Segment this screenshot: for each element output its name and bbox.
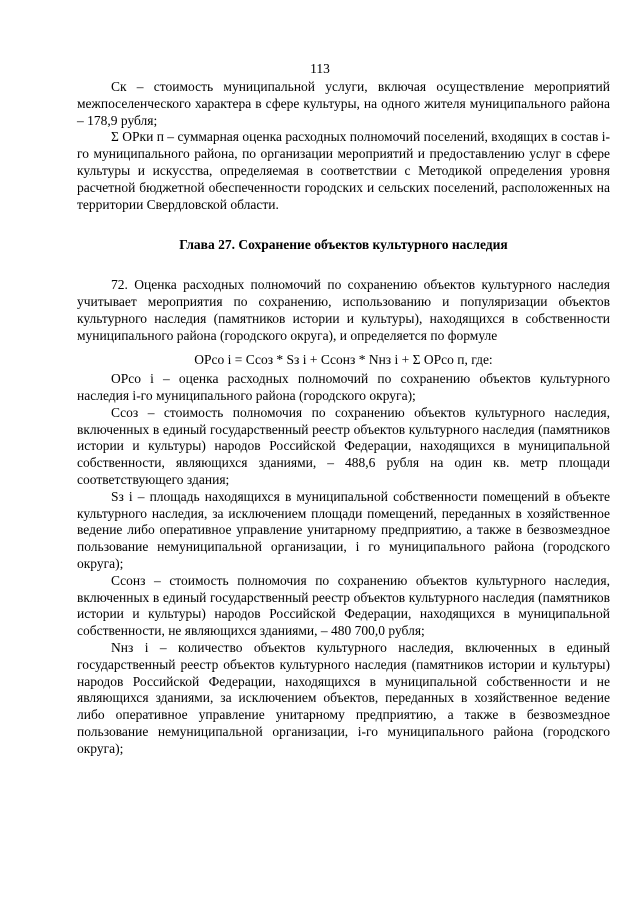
definition-ccoz: Ссоз – стоимость полномочия по сохранению объектов культурного наследия, включенных в единый государственный реестр объектов культурного наследия (памятников истории и культуры) народов Российской Федерации, находящихся в муниципальной собственности, являющихся зданиями, – 488,6 рубля на один кв. метр площади соответствующего здания; (77, 404, 610, 487)
paragraph-72: 72. Оценка расходных полномочий по сохранению объектов культурного наследия учитывает мероприятия по сохранению, использованию и популяризации объектов культурного наследия (памятников истории и культуры), находящихся в собственности муниципального района (городского округа), и определяется по формуле (77, 277, 610, 343)
paragraph-ck-definition: Ск – стоимость муниципальной услуги, включая осуществление мероприятий межпоселенческого характера в сфере культуры, на одного жителя муниципального района – 178,9 рубля; (77, 79, 610, 128)
definition-nnz: Nнз i – количество объектов культурного наследия, включенных в единый государственный реестр объектов культурного наследия (памятников истории и культуры) народов Российской Федерации, находящихся в муниципальной собственности и не являющихся зданиями, за исключением объектов, переданных в хозяйственное ведение либо оперативное управление унитарному предприятию, а также в безвозмездное пользование немуниципальной организации, i-го муниципального района (городского округа); (77, 639, 610, 756)
definition-orso: ОРсо i – оценка расходных полномочий по сохранению объектов культурного наследия i-го муниципального района (городского округа); (77, 371, 610, 403)
chapter-title: Глава 27. Сохранение объектов культурного наследия (179, 237, 508, 253)
formula: ОРсо i = Ссоз * Sз i + Ссонз * Nнз i + Σ ОРсо п, где: (194, 352, 493, 368)
definition-ccon: Ссонз – стоимость полномочия по сохранению объектов культурного наследия, включенных в единый государственный реестр объектов культурного наследия (памятников истории и культуры) народов Российской Федерации, находящихся в муниципальной собственности, не являющихся зданиями, – 480 700,0 рубля; (77, 572, 610, 639)
paragraph-orki-definition: Σ ОРки п – суммарная оценка расходных полномочий поселений, входящих в состав i-го муниципального района, по организации мероприятий и предоставлению услуг в сфере культуры и искусства, определяемая в соответствии с Методикой определения уровня расчетной бюджетной обеспеченности городских и сельских поселений, расположенных на территории Свердловской области. (77, 129, 610, 212)
definition-sz: Sз i – площадь находящихся в муниципальной собственности помещений в объекте культурного наследия, за исключением площади помещений, переданных в хозяйственное ведение либо оперативное управление унитарному предприятию, а также в безвозмездное пользование немуниципальной организации, i го муниципального района (городского округа); (77, 488, 610, 571)
document-body (77, 79, 610, 757)
page-number: 113 (310, 61, 330, 76)
